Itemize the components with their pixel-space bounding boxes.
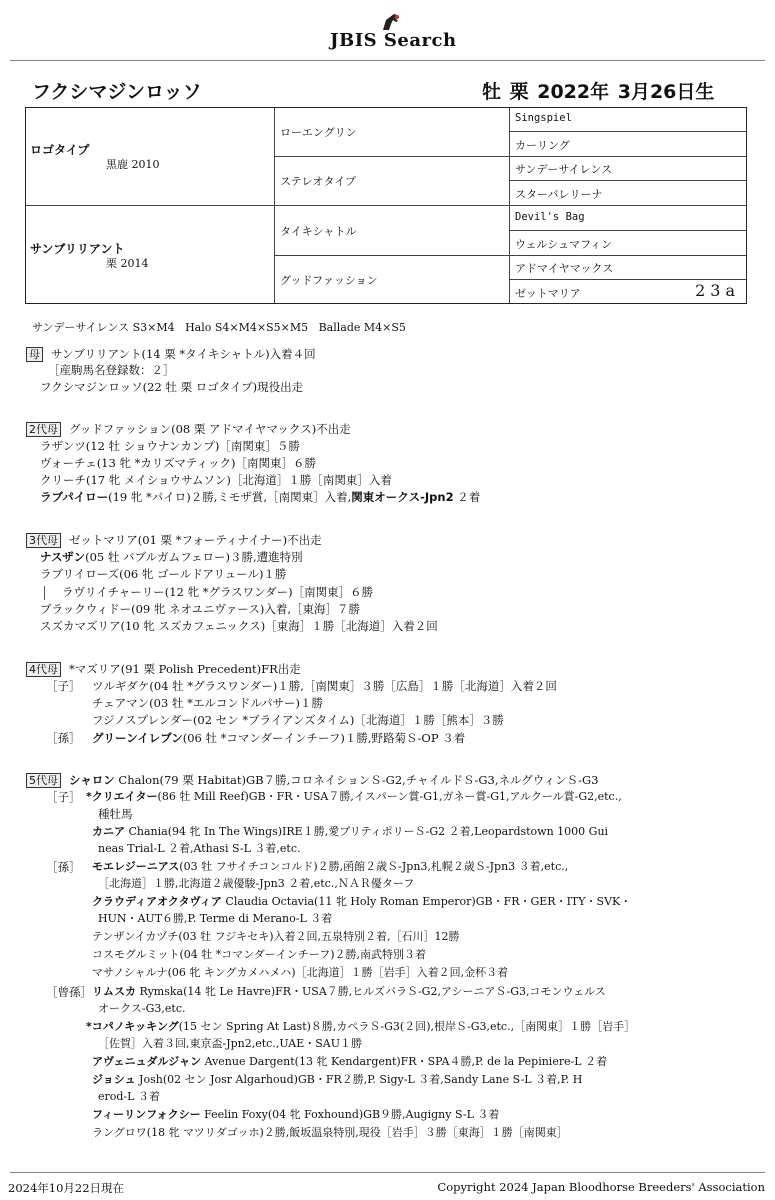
foal-name: フィーリンフォクシー <box>92 1108 201 1121</box>
foal-record: (19 牝 *パイロ)２勝,ミモザ賞,［南関東］入着, <box>108 490 352 504</box>
copyright: Copyright 2024 Japan Bloodhorse Breeders' Association <box>437 1180 765 1194</box>
fifth-dam-ggchild-6[interactable]: ラングロワ(18 牝 マツリダゴッホ)２勝,飯坂温泉特別,現役［岩手］３勝［東海］１勝［南関東］ <box>92 1126 568 1139</box>
dam-name[interactable]: サンブリリアント <box>30 242 125 256</box>
fifth-dam-grandchild-2-cont: HUN・AUT６勝,P. Terme di Merano-L ３着 <box>98 912 333 925</box>
foal-record: (86 牡 Mill Reef)GB・FR・USA７勝,イスパーン賞-G1,ガネー賞-G1,アルクール賞-G2,etc., <box>157 790 622 803</box>
section-3rd-dam-head <box>26 532 322 548</box>
horse-icon <box>380 12 402 32</box>
second-dam-foal-2[interactable]: ヴォーチェ(13 牝 *カリズマティック)［南関東］６勝 <box>40 456 316 470</box>
ped-g3-8[interactable]: ゼットマリア <box>515 287 581 300</box>
foal-record: Avenue Dargent(13 牝 Kendargent)FR・SPA４勝,P. de la Pepiniere-L ２着 <box>201 1055 608 1068</box>
fourth-dam-grandchild-1[interactable] <box>92 730 465 746</box>
fifth-dam-child-1-cont: 種牡馬 <box>98 807 133 821</box>
section-label: 3代母 <box>26 533 61 548</box>
foal-record: Chania(94 牝 In The Wings)IRE１勝,愛プリティポリーＳ-G2 ２着,Leopardstown 1000 Gui <box>125 825 609 838</box>
foal-name: *クリエイター <box>86 790 158 803</box>
third-dam-foal-4[interactable]: スズカマズリア(10 牝 スズカフェニックス)［東海］１勝［北海道］入着２回 <box>40 619 438 633</box>
placing: ２着 <box>453 490 481 504</box>
fourth-dam-child-2[interactable]: チェアマン(03 牡 *エルコンドルパサー)１勝 <box>92 696 324 710</box>
ped-g3-7[interactable]: アドマイヤマックス <box>515 262 614 275</box>
foal-name: アヴェニュダルジャン <box>92 1055 202 1068</box>
fifth-dam-ggchild-2-cont: ［佐賀］入着３回,東京盃-Jpn2,etc.,UAE・SAU１勝 <box>98 1037 362 1050</box>
foal-record: Feelin Foxy(04 牝 Foxhound)GB９勝,Augigny S-L ３着 <box>200 1108 500 1121</box>
foal-name: ナスザン <box>40 550 86 564</box>
section-5th-dam-head <box>26 772 599 788</box>
ped-g2-2[interactable]: ステレオタイプ <box>280 175 357 188</box>
fifth-dam-ggchild-4[interactable] <box>92 1072 582 1088</box>
pedigree-table <box>25 107 747 304</box>
foal-record: Rymska(14 牝 Le Havre)FR・USA７勝,ヒルズバラＳ-G2,アシーニアＳ-G3,コモンウェルス <box>136 985 606 998</box>
section-label: 4代母 <box>26 662 61 677</box>
as-of-date: 2024年10月22日現在 <box>8 1181 125 1195</box>
ped-g3-3[interactable]: サンデーサイレンス <box>515 163 613 176</box>
fifth-dam-record: Chalon(79 栗 Habitat)GB７勝,コロネイションＳ-G2,チャイルドＳ-G3,ネルグウィンＳ-G3 <box>114 773 599 787</box>
foal-name: ラブパイロー <box>40 490 109 504</box>
dam-foal-1[interactable]: フクシマジンロッソ(22 牡 栗 ロゴタイプ)現役出走 <box>40 380 304 394</box>
second-dam-foal-1[interactable]: ラザンツ(12 牡 ショウナンカンプ)［南関東］５勝 <box>40 439 300 453</box>
horse-meta: 牡 栗 2022年 3月26日生 <box>482 81 715 103</box>
fifth-dam-child-2-cont: neas Trial-L ２着,Athasi S-L ３着,etc. <box>98 842 301 855</box>
second-dam-foal-3[interactable]: クリーチ(17 牝 メイショウサムソン)［北海道］１勝［南関東］入着 <box>40 473 392 487</box>
fifth-dam-grandchild-1-cont: ［北海道］１勝,北海道２歳優駿-Jpn3 ２着,etc.,ＮＡＲ優ターフ <box>98 877 415 890</box>
fourth-dam-child-3[interactable]: フジノスプレンダー(02 セン *ブライアンズタイム)［北海道］１勝［熊本］３勝 <box>92 713 504 727</box>
ped-g3-4[interactable]: スターバレリーナ <box>515 188 603 201</box>
section-label: 母 <box>26 347 43 362</box>
great-grandchild-tag: ［曾孫］ <box>46 985 92 999</box>
foal-name: クラウディアオクタヴィア <box>92 895 222 908</box>
ped-g3-6[interactable]: ウェルシュマフィン <box>515 238 613 251</box>
fifth-dam-child-2[interactable] <box>92 824 608 840</box>
third-dam-foal-1[interactable] <box>40 549 303 565</box>
fifth-dam-child-1[interactable] <box>86 789 622 805</box>
jbis-logo[interactable] <box>330 8 460 56</box>
header-divider <box>10 60 765 61</box>
fifth-dam-ggchild-2[interactable] <box>86 1019 635 1035</box>
foal-name: モエレジーニアス <box>92 860 180 873</box>
fourth-dam-child-1[interactable]: ツルギダケ(04 牡 *グラスワンダー)１勝,［南関東］３勝［広島］１勝［北海道］入着２回 <box>92 679 557 693</box>
logo-text: JBIS Search <box>330 30 457 51</box>
ped-g3-2[interactable]: カーリング <box>515 139 570 152</box>
sire-info: 黒鹿 2010 <box>106 158 160 171</box>
family-number: 23a <box>695 281 740 300</box>
sire-name[interactable]: ロゴタイプ <box>30 143 90 157</box>
ped-g2-3[interactable]: タイキシャトル <box>280 225 357 238</box>
foal-name: ジョシュ <box>92 1073 136 1086</box>
fifth-dam-name: シャロン <box>69 773 115 787</box>
section-4th-dam-head <box>26 661 301 677</box>
dam-info: 栗 2014 <box>106 257 149 270</box>
footer-divider <box>10 1172 765 1173</box>
child-tag: ［子］ <box>46 679 81 693</box>
foal-record: Josh(02 セン Josr Algarhoud)GB・FR２勝,P. Sigy-L ３着,Sandy Lane S-L ３着,P. H <box>135 1073 583 1086</box>
foal-record: (06 牡 *コマンダーインチーフ)１勝,野路菊Ｓ-OP ３着 <box>182 731 466 745</box>
section-label: 5代母 <box>26 773 61 788</box>
second-dam-record: グッドファッション(08 栗 アドマイヤマックス)不出走 <box>69 422 351 436</box>
child-tag: ［子］ <box>46 790 81 804</box>
horse-name: フクシマジンロッソ <box>32 81 202 103</box>
dam-record: サンブリリアント(14 栗 *タイキシャトル)入着４回 <box>51 347 316 361</box>
section-2nd-dam-head <box>26 421 351 437</box>
grandchild-tag: ［孫］ <box>46 731 81 745</box>
foal-name: *コパノキッキング <box>86 1020 179 1033</box>
fifth-dam-grandchild-2[interactable] <box>92 894 631 910</box>
ped-g3-5[interactable]: Devil's Bag <box>515 211 585 223</box>
section-label: 2代母 <box>26 422 61 437</box>
third-dam-record: ゼットマリア(01 栗 *フォーティナイナー)不出走 <box>69 533 322 547</box>
foal-record: Claudia Octavia(11 牝 Holy Roman Emperor)GB・FR・GER・ITY・SVK・ <box>221 895 632 908</box>
fifth-dam-grandchild-5[interactable]: マサノシャルナ(06 牝 キングカメハメハ)［北海道］１勝［岩手］入着２回,金杯３着 <box>92 966 509 979</box>
fourth-dam-record: *マズリア(91 栗 Polish Precedent)FR出走 <box>69 662 301 676</box>
ped-g2-1[interactable]: ローエングリン <box>280 126 357 139</box>
third-dam-foal-3[interactable]: ブラックウィドー(09 牝 ネオユニヴァース)入着,［東海］７勝 <box>40 602 360 616</box>
grandchild-tag: ［孫］ <box>46 860 81 874</box>
foal-name: リムスカ <box>92 985 136 998</box>
section-dam-head <box>26 346 316 362</box>
race-name: 関東オークス-Jpn2 <box>351 490 454 504</box>
fifth-dam-grandchild-3[interactable]: テンザンイカヅチ(03 牡 フジキセキ)入着２回,五泉特別２着,［石川］12勝 <box>92 930 460 943</box>
foal-name: カニア <box>92 825 125 838</box>
fifth-dam-ggchild-5[interactable] <box>92 1107 499 1123</box>
third-dam-grandfoal-1[interactable]: ラヴリイチャーリー(12 牝 *グラスワンダー)［南関東］６勝 <box>62 585 374 599</box>
fifth-dam-grandchild-4[interactable]: コスモグルミット(04 牡 *コマンダーインチーフ)２勝,南武特別３着 <box>92 948 427 961</box>
ped-g3-1[interactable]: Singspiel <box>515 112 572 124</box>
third-dam-foal-2[interactable]: ラブリイローズ(06 牝 ゴールドアリュール)１勝 <box>40 567 287 581</box>
tree-connector <box>44 586 45 600</box>
foal-record: (15 セン Spring At Last)８勝,カペラＳ-G3(２回),根岸Ｓ-G3,etc.,［南関東］１勝［岩手］ <box>178 1020 636 1033</box>
fifth-dam-ggchild-4-cont: erod-L ３着 <box>98 1090 160 1103</box>
foal-record: (05 牡 バブルガムフェロー)３勝,遭進特別 <box>85 550 303 564</box>
ped-g2-4[interactable]: グッドファッション <box>280 274 378 287</box>
foal-name: グリーンイレブン <box>92 731 183 745</box>
fifth-dam-ggchild-1-cont: オークス-G3,etc. <box>98 1002 186 1015</box>
inbreeding-line: サンデーサイレンス S3×M4 Halo S4×M4×S5×M5 Ballade M4×S5 <box>32 321 406 334</box>
fifth-dam-ggchild-1[interactable] <box>92 984 606 1000</box>
fifth-dam-ggchild-3[interactable] <box>92 1054 607 1070</box>
fifth-dam-grandchild-1[interactable] <box>92 859 568 875</box>
dam-foal-count: ［産駒馬名登録数：２］ <box>48 363 175 377</box>
foal-record: (03 牡 フサイチコンコルド)２勝,函館２歳Ｓ-Jpn3,札幌２歳Ｓ-Jpn3 ３着,etc., <box>179 860 569 873</box>
second-dam-foal-4[interactable] <box>40 489 480 505</box>
